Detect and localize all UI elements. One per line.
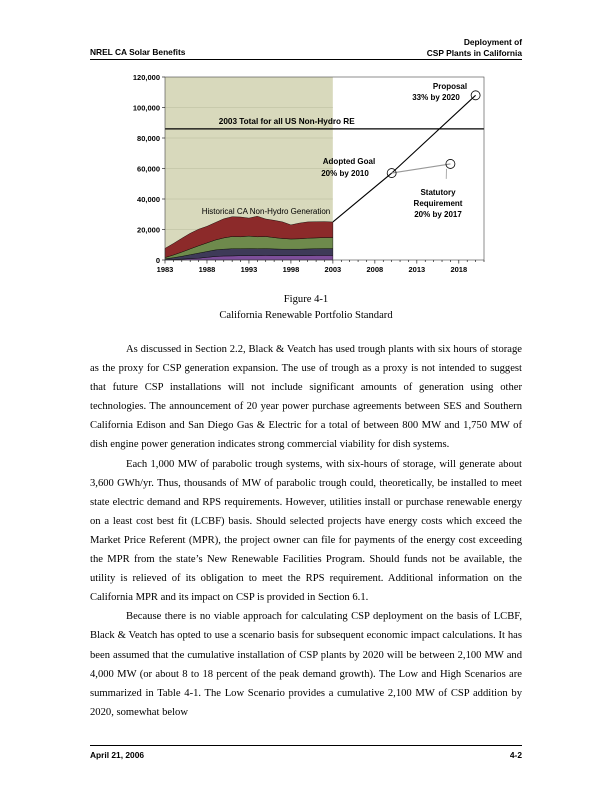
y-tick-label: 60,000 <box>137 164 160 174</box>
header-right <box>322 37 522 59</box>
header-rule <box>90 59 522 60</box>
x-tick-label: 1988 <box>198 265 216 274</box>
x-tick-label: 2008 <box>366 265 384 274</box>
x-tick-label: 2013 <box>408 265 426 274</box>
paragraph-3: Because there is no viable approach for calculating CSP deployment on the basis of LCBF, Black & Veatch has opted to use a scenario basis for subsequent economic impact calculations. It has been assumed that the cumulative installation of CSP plants by 2020 will be between 2,100 MW and 4,000 MW (or about 8 to 18 percent of the peak demand growth). The Low and High Scenarios are summarized in Table 4-1. The Low Scenario provides a cumulative 2,100 MW of CSP addition by 2020, somewhat below <box>90 611 522 718</box>
x-tick-label: 1993 <box>240 265 258 274</box>
annotation-statutory-1: Statutory <box>420 188 456 197</box>
annotation-historical: Historical CA Non-Hydro Generation <box>201 207 331 216</box>
y-tick-label: 40,000 <box>137 195 160 204</box>
annotation-proposal-2: 33% by 2020 <box>412 93 460 102</box>
x-axis <box>157 260 484 274</box>
x-tick-label: 1983 <box>156 265 174 274</box>
header-right-line2: CSP Plants in California <box>426 48 522 58</box>
y-tick-label: 100,000 <box>132 103 160 113</box>
header-left: NREL CA Solar Benefits <box>90 47 186 57</box>
page-number: 4-2 <box>509 750 522 760</box>
y-tick-label: 0 <box>155 256 160 265</box>
x-tick-label: 2018 <box>450 265 468 274</box>
figure-caption: California Renewable Portfolio Standard <box>219 310 393 321</box>
x-tick-label: 2003 <box>324 265 342 274</box>
body-text <box>90 340 522 722</box>
annotation-adopted-1: Adopted Goal <box>322 157 376 166</box>
annotation-adopted-2: 20% by 2010 <box>321 169 369 178</box>
reference-line-label: 2003 Total for all US Non-Hydro RE <box>218 116 355 126</box>
figure-label: Figure 4-1 <box>283 294 329 305</box>
paragraph-1: As discussed in Section 2.2, Black & Veatch has used trough plants with six hours of storage as the proxy for CSP generation expansion. The use of trough as a proxy is not intended to suggest that future CSP installations will not include significant amounts of generation using other technologies. The announcement of 20 year power purchase agreements between SES and Southern California Edison and San Diego Gas & Electric for a total of between 800 MW and 1,750 MW of dish engine power generation indicates strong commercial viability for dish systems. <box>90 344 522 451</box>
rps-chart <box>120 68 490 280</box>
annotation-statutory-3: 20% by 2017 <box>414 210 462 219</box>
footer-rule <box>90 745 522 746</box>
header-right-line1: Deployment of <box>463 37 522 47</box>
y-tick-label: 120,000 <box>132 73 160 82</box>
footer-date: April 21, 2006 <box>90 750 145 760</box>
y-tick-label: 20,000 <box>137 225 160 235</box>
y-axis <box>133 73 165 265</box>
paragraph-2: Each 1,000 MW of parabolic trough systems, with six-hours of storage, will generate about 3,600 GWh/yr. Thus, thousands of MW of parabolic trough could, theoretically, be installed to meet state electric demand and RPS requirements. However, utilities install or purchase renewable energy on a least cost best fit (LCBF) basis. Should selected projects have energy costs which exceed the Market Price Referent (MPR), the project owner can file for payments of the energy cost exceeding the MPR from the state’s New Renewable Facilities Program. Should funds not be available, the utility is relieved of its obligation to meet the RPS requirement. Additional information on the California MPR and its impact on CSP is provided in Section 6.1. <box>90 458 522 604</box>
annotation-statutory-2: Requirement <box>413 199 463 208</box>
x-tick-label: 1998 <box>282 265 300 274</box>
annotation-proposal-1: Proposal <box>432 82 468 91</box>
y-tick-label: 80,000 <box>137 134 160 143</box>
